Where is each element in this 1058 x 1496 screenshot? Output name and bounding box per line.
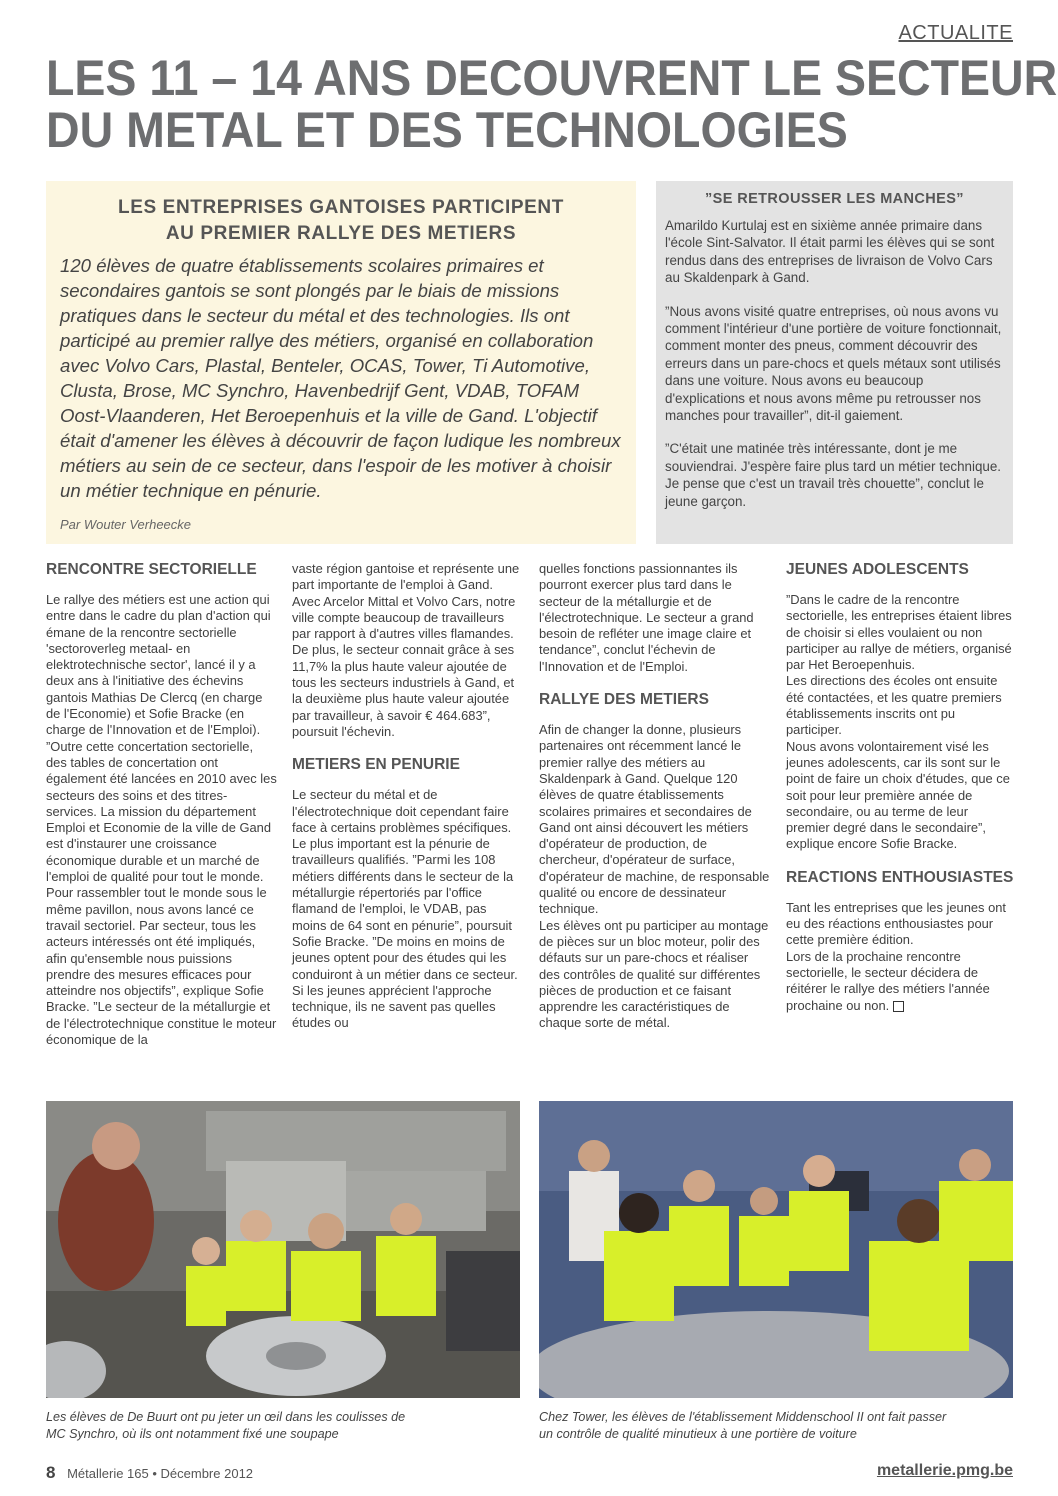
byline: Par Wouter Verheecke (60, 517, 192, 532)
photo-left (46, 1101, 520, 1398)
column-heading: METIERS EN PENURIE (292, 756, 460, 774)
intro-heading-line-2: AU PREMIER RALLYE DES METIERS (165, 223, 517, 244)
column-paragraph: Le rallye des métiers est une action qui entre dans le cadre du plan d'action qui émane de la rencontre sectorielle 'sectoroverleg metaal- en elektrotechnische sector', lancé il y a deux ans à l'initiative des échevins gantois Mathias De Clercq (en charge de l'Economie) et Sofie Bracke (en charge de l'Innovation et de l'Emploi). ”Outre cette concertation sectorielle, des tables de concertation ont également été lancées en 2010 avec les secteurs des soins et des titres-services. La mission du département Emploi et Economie de la ville de Gand est d'instaurer une croissance économique durable et un marché de l'emploi de qualité pour tout le monde. Pour rassembler tout le monde sous le même pavillon, nous avons lancé ce travail sectoriel. Par secteur, tous les acteurs intéressés ont été impliqués, afin qu'ensemble nous puissions prendre des mesures efficaces pour atteindre nos objectifs”, explique Sofie Bracke. ”Le secteur de la métallurgie et de l'électrotechnique constitue le moteur économique de la (46, 592, 277, 1048)
caption-left (46, 1409, 526, 1443)
sidebar-box (656, 181, 1013, 544)
column-paragraph: Le secteur du métal et de l'électrotechnique doit cependant faire face à certains problèmes spécifiques. Le plus important est la pénurie de travailleurs qualifiés. ”Parmi les 108 métiers différents dans le secteur de la métallurgie répertoriés par l'office flamand de l'emploi, le VDAB, pas moins de 64 sont en pénurie”, poursuit Sofie Bracke. ”De moins en moins de jeunes optent pour des études qui les conduiront à un métier dans ce secteur. Si les jeunes apprécient l'approche technique, ils ne savent pas quelles études ou (292, 787, 518, 1031)
sidebar-paragraph: ”C'était une matinée très intéressante, dont je me souviendrai. J'espère faire plus tard un métier technique. Je pense que c'est un travail très chouette”, conclut le jeune garçon. (665, 441, 1002, 509)
caption-line: Les élèves de De Buurt ont pu jeter un œil dans les coulisses de (46, 1410, 406, 1424)
intro-text: 120 élèves de quatre établissements scolaires primaires et secondaires gantois se sont plongés par le biais de missions pratiques dans le secteur du métal et des technologies. Ils ont participé au premier rallye des métiers, organisé en collaboration avec Volvo Cars, Plastal, Benteler, OCAS, Tower, Ti Automotive, Clusta, Brose, MC Synchro, Havenbedrijf Gent, VDAB, TOFAM Oost-Vlaanderen, Het Beroepenhuis et la ville de Gand. L'objectif était d'amener les élèves à découvrir de façon ludique les nombreux métiers au sein de ce secteur, dans l'espoir de les motiver à choisir un métier technique en pénurie. (60, 255, 621, 501)
section-label: ACTUALITE (898, 22, 1013, 44)
article-column-2 (292, 561, 523, 1032)
column-paragraph: Les directions des écoles ont ensuite été contactées, et les quatre premiers établissements inscrits ont pu participer. (786, 673, 1002, 738)
column-paragraph: ”Dans le cadre de la rencontre sectorielle, les entreprises étaient libres de choisir si elles voulaient ou non participer au rallye de métiers, organisé par Het Beroepenhuis. (786, 592, 1012, 673)
page-number: 8 (46, 1463, 56, 1482)
caption-right (539, 1409, 1013, 1443)
caption-line: MC Synchro, où ils ont notamment fixé une soupape (46, 1427, 339, 1441)
issue-info: Métallerie 165 • Décembre 2012 (67, 1466, 254, 1481)
column-paragraph: quelles fonctions passionnantes ils pourront exercer plus tard dans le secteur de la métallurgie et de l'électrotechnique. Le secteur a grand besoin de refléter une image claire et tendance”, conclut l'échevin de l'Innovation et de l'Emploi. (539, 561, 754, 674)
paragraph-text: Lors de la prochaine rencontre sectorielle, le secteur décidera de réitérer le rallye des métiers l'année prochaine ou non. (786, 948, 990, 1013)
article-column-3 (539, 561, 770, 1032)
end-mark-icon (893, 1001, 904, 1012)
caption-line: Chez Tower, les élèves de l'établissement Middenschool II ont fait passer (539, 1410, 947, 1424)
column-paragraph: vaste région gantoise et représente une part importante de l'emploi à Gand. Avec Arcelor Mittal et Volvo Cars, notre ville compte beaucoup de travailleurs par rapport à d'autres villes flamandes. De plus, le secteur connait grâce à ses 11,7% la plus haute valeur ajoutée de tous les secteurs industriels à Gand, et la deuxième plus haute valeur ajoutée par travailleur, à savoir € 464.683”, poursuit l'échevin. (292, 561, 520, 739)
photo-right (539, 1101, 1013, 1398)
column-paragraph: Les élèves ont pu participer au montage de pièces sur un bloc moteur, polir des défauts sur un pare-chocs et réaliser des contrôles de qualité sur différentes pièces de production et ce faisant apprendre les caractéristiques de chaque sorte de métal. (539, 917, 769, 1031)
workshop-photo-left (46, 1101, 520, 1398)
headline-line-1: LES 11 – 14 ANS DECOUVRENT LE SECTEUR (46, 50, 1058, 106)
factory-photo-right (539, 1101, 1013, 1398)
footer-left (46, 1463, 253, 1483)
headline-line-2: DU METAL ET DES TECHNOLOGIES (46, 102, 848, 158)
sidebar-paragraph: Amarildo Kurtulaj est en sixième année primaire dans l'école Sint-Salvator. Il était parmi les élèves qui se sont rendus dans des entreprises de livraison de Volvo Cars au Skaldenpark à Gand. (665, 218, 995, 286)
sidebar-paragraph: ”Nous avons visité quatre entreprises, où nous avons vu comment l'intérieur d'une portière de voiture fonctionnait, comment monter des pneus, comment découvrir des erreurs dans un pare-chocs et quels métaux sont utilisés dans une voiture. Nous avons eu beaucoup d'explications et nous avons même pu retrousser nos manches pour travailler”, dit-il gaiement. (665, 303, 1002, 424)
paragraph-text: Tant les entreprises que les jeunes ont eu des réactions enthousiastes pour cette première édition. (786, 899, 1006, 948)
column-paragraph: Afin de changer la donne, plusieurs partenaires ont récemment lancé le premier rallye des métiers au Skaldenpark à Gand. Quelque 120 élèves de quatre établissements scolaires primaires et secondaires de Gand ont ainsi découvert les métiers d'opérateur de production, de chercheur, d'opérateur de surface, d'opérateur de machine, de responsable qualité ou encore de dessinateur technique. (539, 722, 770, 917)
column-heading: JEUNES ADOLESCENTS (786, 561, 969, 578)
column-heading: REACTIONS ENTHOUSIASTES (786, 868, 1014, 886)
article-column-4 (786, 561, 1014, 1014)
intro-heading (60, 195, 622, 247)
column-paragraph (786, 900, 1014, 949)
article-column-1 (46, 561, 277, 1048)
column-paragraph (786, 949, 1014, 1014)
column-heading: RENCONTRE SECTORIELLE (46, 561, 257, 578)
sidebar-heading: ”SE RETROUSSER LES MANCHES” (705, 191, 964, 207)
column-heading: RALLYE DES METIERS (539, 691, 709, 709)
website-link[interactable]: metallerie.pmg.be (876, 1462, 1013, 1479)
intro-heading-line-1: LES ENTREPRISES GANTOISES PARTICIPENT (118, 197, 564, 218)
intro-box (46, 181, 636, 544)
headline (46, 50, 1058, 158)
caption-line: un contrôle de qualité minutieux à une portière de voiture (539, 1427, 857, 1441)
column-paragraph: Nous avons volontairement visé les jeunes adolescents, car ils sont sur le point de faire un choix d'études, que ce soit pour leur première année de secondaire, ou au terme de leur premier degré dans le secondaire”, explique encore Sofie Bracke. (786, 738, 1010, 852)
